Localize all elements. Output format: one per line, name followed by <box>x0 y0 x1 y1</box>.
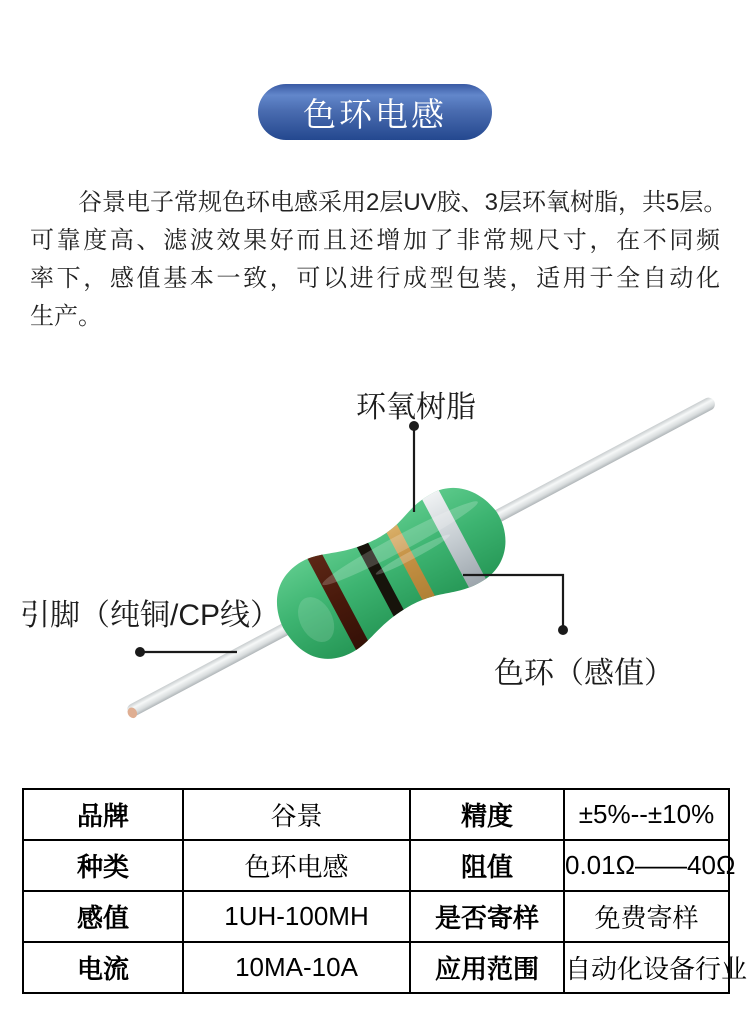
spec-label-cell: 阻值 <box>410 840 564 891</box>
spec-value-cell: 10MA-10A <box>183 942 410 993</box>
table-row <box>23 840 729 891</box>
table-row <box>23 789 729 840</box>
description-line: 生产。 <box>30 303 102 330</box>
lead-label: 引脚（纯铜/CP线） <box>20 599 281 632</box>
ring-label: 色环（感值） <box>494 657 674 690</box>
spec-value-cell: 色环电感 <box>183 840 410 891</box>
spec-label-cell: 电流 <box>23 942 183 993</box>
spec-value-cell: ±5%--±10% <box>564 789 729 840</box>
spec-label-cell: 是否寄样 <box>410 891 564 942</box>
spec-value-cell: 1UH-100MH <box>183 891 410 942</box>
title-badge <box>258 84 492 140</box>
spec-label-cell: 种类 <box>23 840 183 891</box>
spec-value-cell: 谷景 <box>183 789 410 840</box>
spec-value-cell: 免费寄样 <box>564 891 729 942</box>
spec-value-cell: 0.01Ω——40Ω <box>564 840 729 891</box>
inductor-body <box>260 470 523 676</box>
spec-label-cell: 应用范围 <box>410 942 564 993</box>
spec-label-cell: 感值 <box>23 891 183 942</box>
inductor-figure <box>0 360 750 770</box>
product-description <box>30 184 728 336</box>
table-row <box>23 942 729 993</box>
table-row <box>23 891 729 942</box>
spec-label-cell: 精度 <box>410 789 564 840</box>
description-line: 率下，感值基本一致，可以进行成型包装，适用于全自动化 <box>30 265 720 292</box>
spec-label-cell: 品牌 <box>23 789 183 840</box>
title-badge-label: 色环电感 <box>303 95 447 133</box>
ring-annotation-dot <box>558 625 568 635</box>
spec-value-cell: 自动化设备行业 <box>564 942 729 993</box>
description-line: 可靠度高、滤波效果好而且还增加了非常规尺寸，在不同频 <box>30 227 720 254</box>
epoxy-label: 环氧树脂 <box>356 391 476 424</box>
lead-annotation-dot <box>135 647 145 657</box>
spec-table <box>22 788 748 994</box>
description-line: 谷景电子常规色环电感采用2层UV胶、3层环氧树脂，共5层。 <box>78 189 728 216</box>
